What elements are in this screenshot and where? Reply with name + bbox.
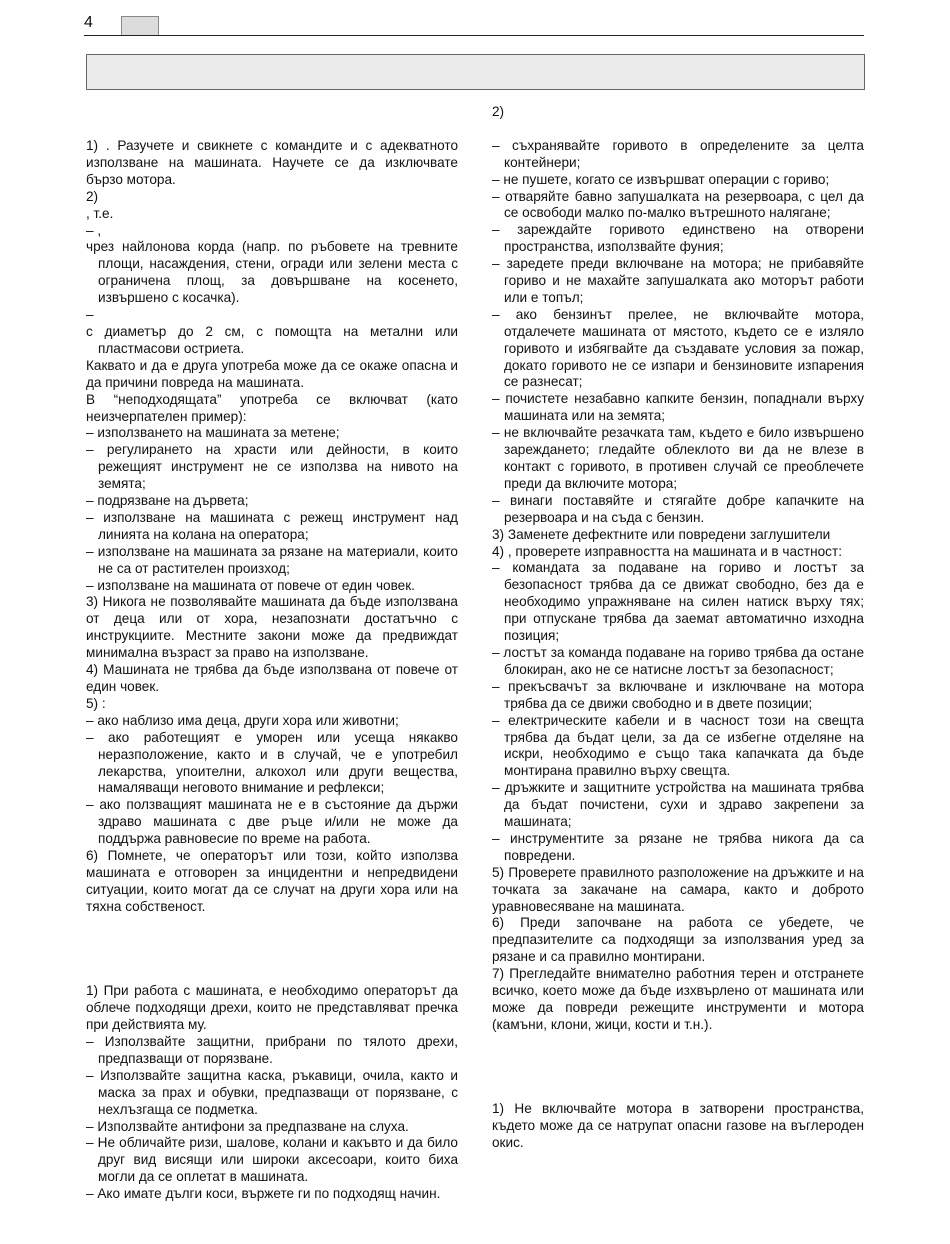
paragraph: 3) Никога не позволявайте машината да бъде използвана от деца или от хора, незапознати достатъчно с инструкциите. Местните закони може да предвиждат минимална възраст за право на използване.	[86, 594, 458, 661]
bullet-item: с диаметър до 2 см, с помощта на метални или пластмасови остриета.	[86, 323, 458, 356]
left-column	[86, 138, 458, 1203]
bullet-item: – Не обличайте ризи, шалове, колани и какъвто и да било друг вид висящи или широки аксесоари, които биха могли да се оплетат в машината.	[86, 1135, 458, 1185]
paragraph: 4) , проверете изправността на машината и в частност:	[492, 543, 842, 559]
bullet-item: – ако бензинът прелее, не включвайте мотора, отдалечете машината от мястото, където се е изляло горивото и избягвайте да създавате условия за пожар, докато горивото не се изпари и бензиновите изпарения се разнесат;	[492, 306, 864, 390]
bullet-item: – ,	[86, 222, 102, 238]
paragraph: , т.е.	[86, 205, 114, 221]
paragraph: 5) :	[86, 695, 106, 711]
bullet-item: – електрическите кабели и в часност този на свещта трябва да бъдат цели, за да се избегне отделяне на искри, необходимо е също така капачката да бъде монтирана правилно върху свещта.	[492, 712, 864, 779]
right-column	[492, 104, 864, 1152]
bullet-item: – използването на машината за метене;	[86, 425, 340, 441]
paragraph: 2)	[492, 104, 505, 119]
page-number: 4	[84, 14, 93, 31]
paragraph: 4) Машината не трябва да бъде използвана от повече от един човек.	[86, 662, 458, 694]
paragraph: 6) Помнете, че операторът или този, който използва машината е отговорен за инцидентни и непредвидени ситуации, които могат да се случат на други хора или на тяхна собственост.	[86, 848, 458, 914]
bullet-item: – съхранявайте горивото в определените за целта контейнери;	[492, 137, 864, 170]
bullet-item: –	[86, 307, 94, 323]
paragraph: 1) При работа с машината, е необходимо операторът да облече подходящи дрехи, които не представляват пречка при действията му.	[86, 983, 458, 1033]
section-gap	[86, 916, 458, 984]
bullet-item: – Използвайте защитна каска, ръкавици, очила, както и маска за прах и обувки, предпазващи от порязване, с нехлъзгаща се подметка.	[86, 1067, 458, 1117]
bullet-item: – използване на машината от повече от един човек.	[86, 577, 415, 593]
header-rule	[84, 35, 864, 36]
section-gap	[492, 1034, 864, 1102]
bullet-item: – ако работещият е уморен или усеща някакво неразположение, както и в случай, че е употребил лекарства, упоителни, алкохол или други вещества, намаляващи неговото внимание и рефлекси;	[86, 729, 458, 796]
paragraph: В “неподходящата” употреба се включват (като неизчерпателен пример):	[86, 391, 458, 424]
bullet-item: – инструментите за рязане не трябва никога да са повредени.	[492, 830, 864, 863]
bullet-item: – не пушете, когато се извършват операции с гориво;	[492, 171, 830, 187]
bullet-item: – Използвайте защитни, прибрани по тялото дрехи, предпазващи от порязване.	[86, 1034, 458, 1066]
bullet-item: – регулирането на храсти или дейности, в които режещият инструмент не се използва на нивото на земята;	[86, 442, 458, 492]
paragraph: 3) Заменете дефектните или повредени заглушители	[492, 526, 831, 542]
bullet-item: – Ако имате дълги коси, вържете ги по подходящ начин.	[86, 1186, 441, 1202]
bullet-item: – не включвайте резачката там, където е било извършено зареждането; гледайте облеклото ви да не влезе в контакт с горивото, в противен случай се преоблечете преди да включите мотора;	[492, 425, 864, 491]
bullet-item: – прекъсвачът за включване и изключване на мотора трябва да се движи свободно и в двете позиции;	[492, 678, 864, 711]
bullet-item: – Използвайте антифони за предпазване на слуха.	[86, 1118, 409, 1134]
bullet-item: – винаги поставяйте и стягайте добре капачките на резервоара и на съда с бензин.	[492, 492, 864, 525]
paragraph: 7) Прегледайте внимателно работния терен и отстранете всичко, което може да бъде изхвърлено от машината или може да повреди режещите инструменти и мотора (камъни, клони, жици, кости и т.н.).	[492, 966, 864, 1032]
bullet-item: – ако наблизо има деца, други хора или животни;	[86, 712, 399, 728]
bullet-item: – използване на машината с режещ инструмент над линията на колана на оператора;	[86, 509, 458, 542]
section-banner	[86, 54, 865, 90]
paragraph: 6) Преди започване на работа се убедете, че предпазителите са подходящи за използвания уред за рязане и са правилно монтирани.	[492, 915, 864, 965]
bullet-item: – заредете преди включване на мотора; не прибавяйте гориво и не махайте запушалката ако моторът работи или е топъл;	[492, 256, 864, 305]
bullet-item: – използване на машината за рязане на материали, които не са от растителен произход;	[86, 543, 458, 576]
paragraph: 2)	[86, 188, 99, 204]
bullet-item: – подрязване на дървета;	[86, 493, 249, 509]
bullet-item: чрез найлонова корда (напр. по ръбовете на тревните площи, насаждения, стени, огради или зелени места с ограничена площ, за довършване на косенето, извършено с косачка).	[86, 239, 458, 306]
paragraph: 5) Проверете правилното разположение на дръжките и на точката за закачане на самара, както и доброто уравновесяване на машината.	[492, 864, 864, 914]
bullet-item: – почистете незабавно капките бензин, попаднали върху машината или на земята;	[492, 391, 864, 424]
paragraph: Каквато и да е друга употреба може да се окаже опасна и да причини повреда на машината.	[86, 357, 458, 390]
section-gap	[492, 121, 864, 138]
header-tab-box	[121, 16, 159, 36]
bullet-item: – лостът за команда подаване на гориво трябва да остане блокиран, ако не се натисне лостът за безопасност;	[492, 644, 864, 677]
paragraph: 1) Не включвайте мотора в затворени пространства, където може да се натрупат опасни газове на въглероден окис.	[492, 1101, 864, 1151]
bullet-item: – дръжките и защитните устройства на машината трябва да бъдат почистени, сухи и здраво закрепени за машината;	[492, 780, 864, 830]
bullet-item: – зареждайте горивото единствено на отворени пространства, използвайте фуния;	[492, 222, 864, 255]
paragraph: 1) . Разучете и свикнете с командите и с адекватното използване на машината. Научете се да изключвате бързо мотора.	[86, 138, 458, 187]
bullet-item: – ако ползващият машината не е в състояние да държи здраво машината с две ръце и/или не може да поддържа равновесие по време на работа.	[86, 797, 458, 847]
bullet-item: – отваряйте бавно запушалката на резервоара, с цел да се освободи малко по-малко вътрешното налягане;	[492, 188, 864, 221]
bullet-item: – командата за подаване на гориво и лостът за безопасност трябва да се движат свободно, без да е необходимо упражняване на силен натиск върху тях; при отпускане трябва да заемат автоматично изходна позиция;	[492, 560, 864, 644]
